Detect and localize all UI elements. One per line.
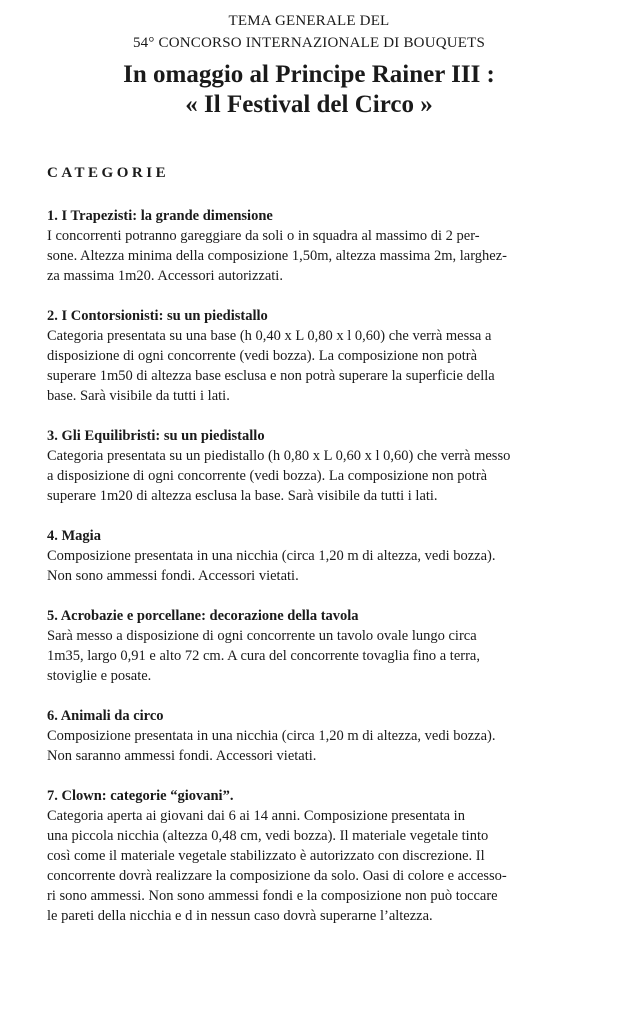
category-4-line-2: Non sono ammessi fondi. Accessori vietati. [47, 568, 299, 584]
category-4-line-1: Composizione presentata in una nicchia (circa 1,20 m di altezza, vedi bozza). [47, 548, 496, 564]
category-2-line-4: base. Sarà visibile da tutti i lati. [47, 388, 230, 404]
category-6 [47, 707, 587, 766]
category-6-line-2: Non saranno ammessi fondi. Accessori vietati. [47, 748, 317, 764]
category-2-heading: 2. I Contorsionisti: su un piedistallo [47, 308, 268, 324]
category-7-line-6: le pareti della nicchia e d in nessun caso dovrà superarne l’altezza. [47, 908, 433, 924]
category-7-line-3: così come il materiale vegetale stabilizzato è autorizzato con discrezione. Il [47, 848, 485, 864]
category-3-line-1: Categoria presentata su un piedistallo (h 0,80 x L 0,60 x l 0,60) che verrà messo [47, 448, 511, 464]
header-line-2: 54° CONCORSO INTERNAZIONALE DI BOUQUETS [132, 35, 486, 51]
category-4 [47, 527, 587, 586]
category-3-line-3: superare 1m20 di altezza esclusa la base. Sarà visibile da tutti i lati. [47, 488, 438, 504]
category-4-heading: 4. Magia [47, 528, 101, 544]
document-title-line-2: « Il Festival del Circo » [185, 91, 433, 118]
category-7 [47, 787, 587, 926]
category-7-heading: 7. Clown: categorie “giovani”. [47, 788, 234, 804]
category-5-line-3: stoviglie e posate. [47, 668, 152, 684]
section-title: CATEGORIE [47, 165, 170, 181]
category-6-line-1: Composizione presentata in una nicchia (circa 1,20 m di altezza, vedi bozza). [47, 728, 496, 744]
category-7-line-1: Categoria aperta ai giovani dai 6 ai 14 anni. Composizione presentata in [47, 808, 465, 824]
category-1 [47, 207, 587, 286]
category-5-line-1: Sarà messo a disposizione di ogni concorrente un tavolo ovale lungo circa [47, 628, 477, 644]
category-2-line-1: Categoria presentata su una base (h 0,40 x L 0,80 x l 0,60) che verrà messa a [47, 328, 492, 344]
category-1-line-2: sone. Altezza minima della composizione 1,50m, altezza massima 2m, larghez- [47, 248, 507, 264]
category-5 [47, 607, 587, 686]
document-title-line-1: In omaggio al Principe Rainer III : [123, 61, 495, 88]
document-header [0, 10, 618, 120]
category-7-line-5: ri sono ammessi. Non sono ammessi fondi e la composizione non può toccare [47, 888, 498, 904]
category-2-line-2: disposizione di ogni concorrente (vedi bozza). La composizione non potrà [47, 348, 478, 364]
header-line-1: TEMA GENERALE DEL [228, 13, 390, 29]
category-6-heading: 6. Animali da circo [47, 708, 164, 724]
category-2-line-3: superare 1m50 di altezza base esclusa e non potrà superare la superficie della [47, 368, 495, 384]
category-1-line-1: I concorrenti potranno gareggiare da soli o in squadra al massimo di 2 per- [47, 228, 480, 244]
category-5-line-2: 1m35, largo 0,91 e alto 72 cm. A cura del concorrente tovaglia fino a terra, [47, 648, 480, 664]
category-1-heading: 1. I Trapezisti: la grande dimensione [47, 208, 273, 224]
category-1-line-3: za massima 1m20. Accessori autorizzati. [47, 268, 283, 284]
category-3-line-2: a disposizione di ogni concorrente (vedi bozza). La composizione non potrà [47, 468, 488, 484]
category-7-line-4: concorrente dovrà realizzare la composizione da solo. Oasi di colore e accesso- [47, 868, 507, 884]
category-5-heading: 5. Acrobazie e porcellane: decorazione della tavola [47, 608, 359, 624]
category-7-line-2: una piccola nicchia (altezza 0,48 cm, vedi bozza). Il materiale vegetale tinto [47, 828, 489, 844]
category-2 [47, 307, 587, 406]
category-3-heading: 3. Gli Equilibristi: su un piedistallo [47, 428, 265, 444]
category-3 [47, 427, 587, 506]
